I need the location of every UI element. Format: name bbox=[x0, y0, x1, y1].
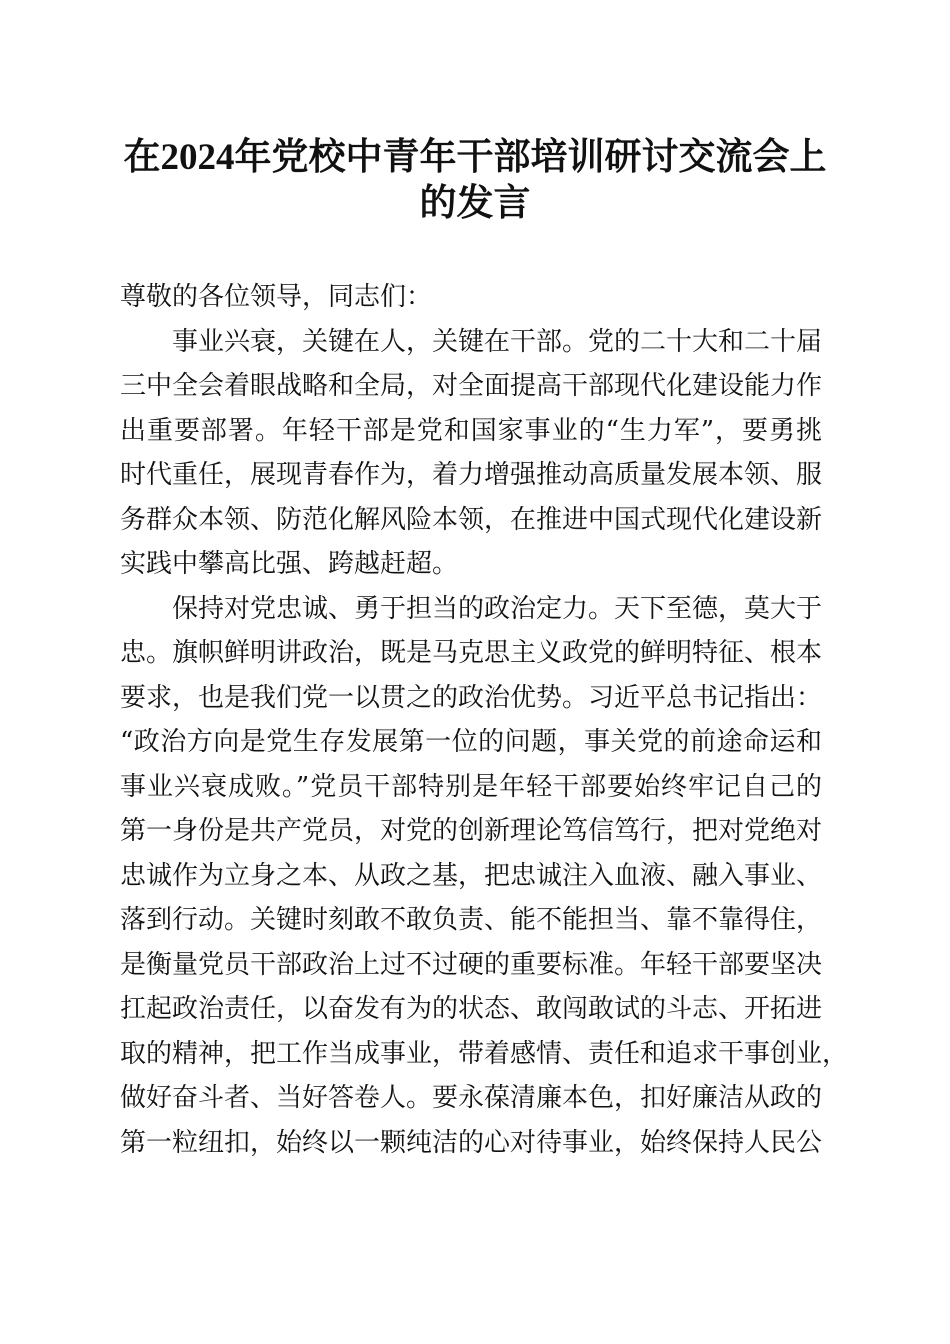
title-line-1: 在2024年党校中青年干部培训研讨交流会上 bbox=[123, 137, 827, 178]
text-line: 保持对党忠诚、勇于担当的政治定力。天下至德，莫大于 bbox=[172, 593, 823, 624]
text-line: 忠。旗帜鲜明讲政治，既是马克思主义政党的鲜明特征、根本 bbox=[120, 638, 823, 668]
paragraph bbox=[120, 320, 822, 587]
text-line: 时代重任，展现青春作为，着力增强推动高质量发展本领、服 bbox=[120, 460, 823, 490]
salutation: 尊敬的各位领导，同志们： bbox=[120, 282, 433, 312]
title-line-2: 的发言 bbox=[419, 183, 531, 224]
text-line: 做好奋斗者、当好答卷人。要永葆清廉本色，扣好廉洁从政的 bbox=[120, 1083, 823, 1113]
text-line: 出重要部署。年轻干部是党和国家事业的“生力军”，要勇挑 bbox=[120, 415, 822, 446]
text-line: 务群众本领、防范化解风险本领，在推进中国式现代化建设新 bbox=[120, 504, 823, 535]
document-body bbox=[120, 275, 849, 1165]
text-line: 第一粒纽扣，始终以一颗纯洁的心对待事业，始终保持人民公 bbox=[120, 1127, 823, 1158]
document-title bbox=[110, 135, 840, 227]
text-line: 是衡量党员干部政治上过不过硬的重要标准。年轻干部要坚决 bbox=[120, 949, 823, 980]
text-line: 三中全会着眼战略和全局，对全面提高干部现代化建设能力作 bbox=[120, 371, 823, 401]
paragraphs bbox=[120, 320, 849, 1166]
text-line: 事业兴衰成败。”党员干部特别是年轻干部要始终牢记自己的 bbox=[120, 771, 822, 802]
text-line: 忠诚作为立身之本、从政之基，把忠诚注入血液、融入事业、 bbox=[120, 860, 823, 891]
paragraph bbox=[120, 587, 849, 1166]
text-line: 要求，也是我们党一以贯之的政治优势。习近平总书记指出： bbox=[120, 682, 823, 713]
text-line: “政治方向是党生存发展第一位的问题，事关党的前途命运和 bbox=[120, 727, 822, 757]
text-line: 第一身份是共产党员，对党的创新理论笃信笃行，把对党绝对 bbox=[120, 816, 823, 846]
text-line: 扛起政治责任，以奋发有为的状态、敢闯敢试的斗志、开拓进 bbox=[120, 994, 823, 1024]
text-line: 实践中攀高比强、跨越赶超。 bbox=[120, 549, 459, 579]
text-line: 事业兴衰，关键在人，关键在干部。党的二十大和二十届 bbox=[172, 326, 823, 357]
text-line: 取的精神，把工作当成事业，带着感情、责任和追求干事创业， bbox=[120, 1038, 849, 1069]
text-line: 落到行动。关键时刻敢不敢负责、能不能担当、靠不靠得住， bbox=[120, 905, 823, 935]
